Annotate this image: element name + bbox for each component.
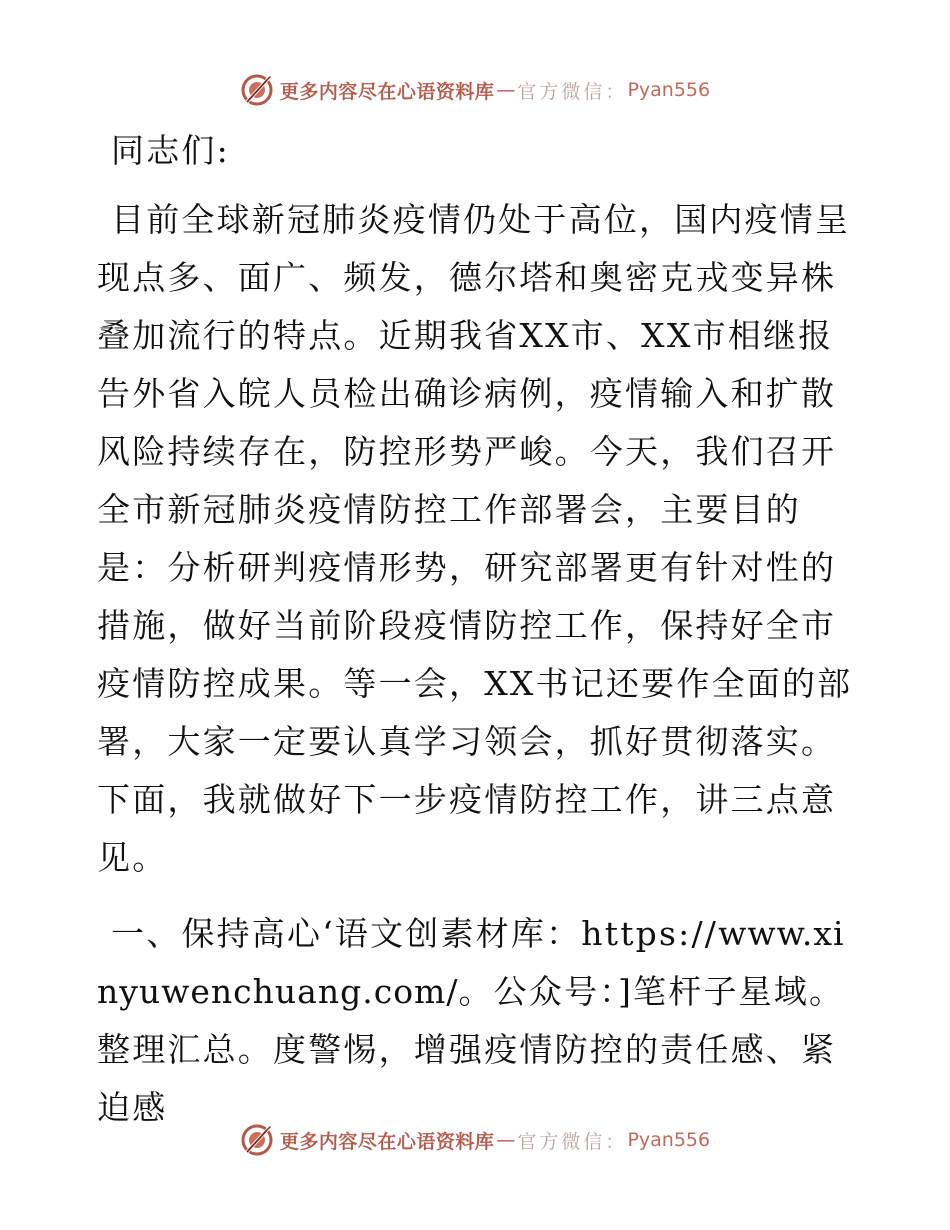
watermark-separator: — [496,79,516,101]
greeting: 同志们: [111,131,230,170]
heading-1-url: www.xinyuwenchuang.com/ [97,914,845,1011]
document-body [97,125,857,1137]
watermark-brand: 更多内容尽在心语资料库 [279,80,495,103]
pen-logo-icon [240,73,274,107]
header-watermark [0,72,950,108]
heading-1-part-1: 一、保持高心‘语文创素材库：https:// [111,914,719,953]
watermark-brand: 更多内容尽在心语资料库 [279,1130,495,1153]
footer-watermark [0,1122,950,1158]
watermark-account: Pyan556 [627,79,711,101]
watermark-account: Pyan556 [627,1129,711,1151]
watermark-label: 官方微信： [517,80,628,103]
paragraph-1: 目前全球新冠肺炎疫情仍处于高位，国内疫情呈现点多、面广、频发，德尔塔和奥密克戎变异株叠加流行的特点。近期我省XX市、XX市相继报告外省入皖人员检出确诊病例，疫情输入和扩散风险持续存在，防控形势严峻。今天，我们召开全市新冠肺炎疫情防控工作部署会，主要目的是：分析研判疫情形势，研究部署更有针对性的措施，做好当前阶段疫情防控工作，保持好全市疫情防控成果。等一会，XX书记还要作全面的部署，大家一定要认真学习领会，抓好贯彻落实。下面，我就做好下一步疫情防控工作，讲三点意见。 [97,200,853,877]
section-heading-1 [97,905,857,1137]
watermark-separator: — [496,1129,516,1151]
watermark-label: 官方微信： [517,1130,628,1153]
pen-logo-icon [240,1123,274,1157]
heading-1-part-2: 。公众号：]笔杆子星域。整理汇总。度警惕，增强疫情防控的责任感、紧迫感 [97,972,845,1127]
